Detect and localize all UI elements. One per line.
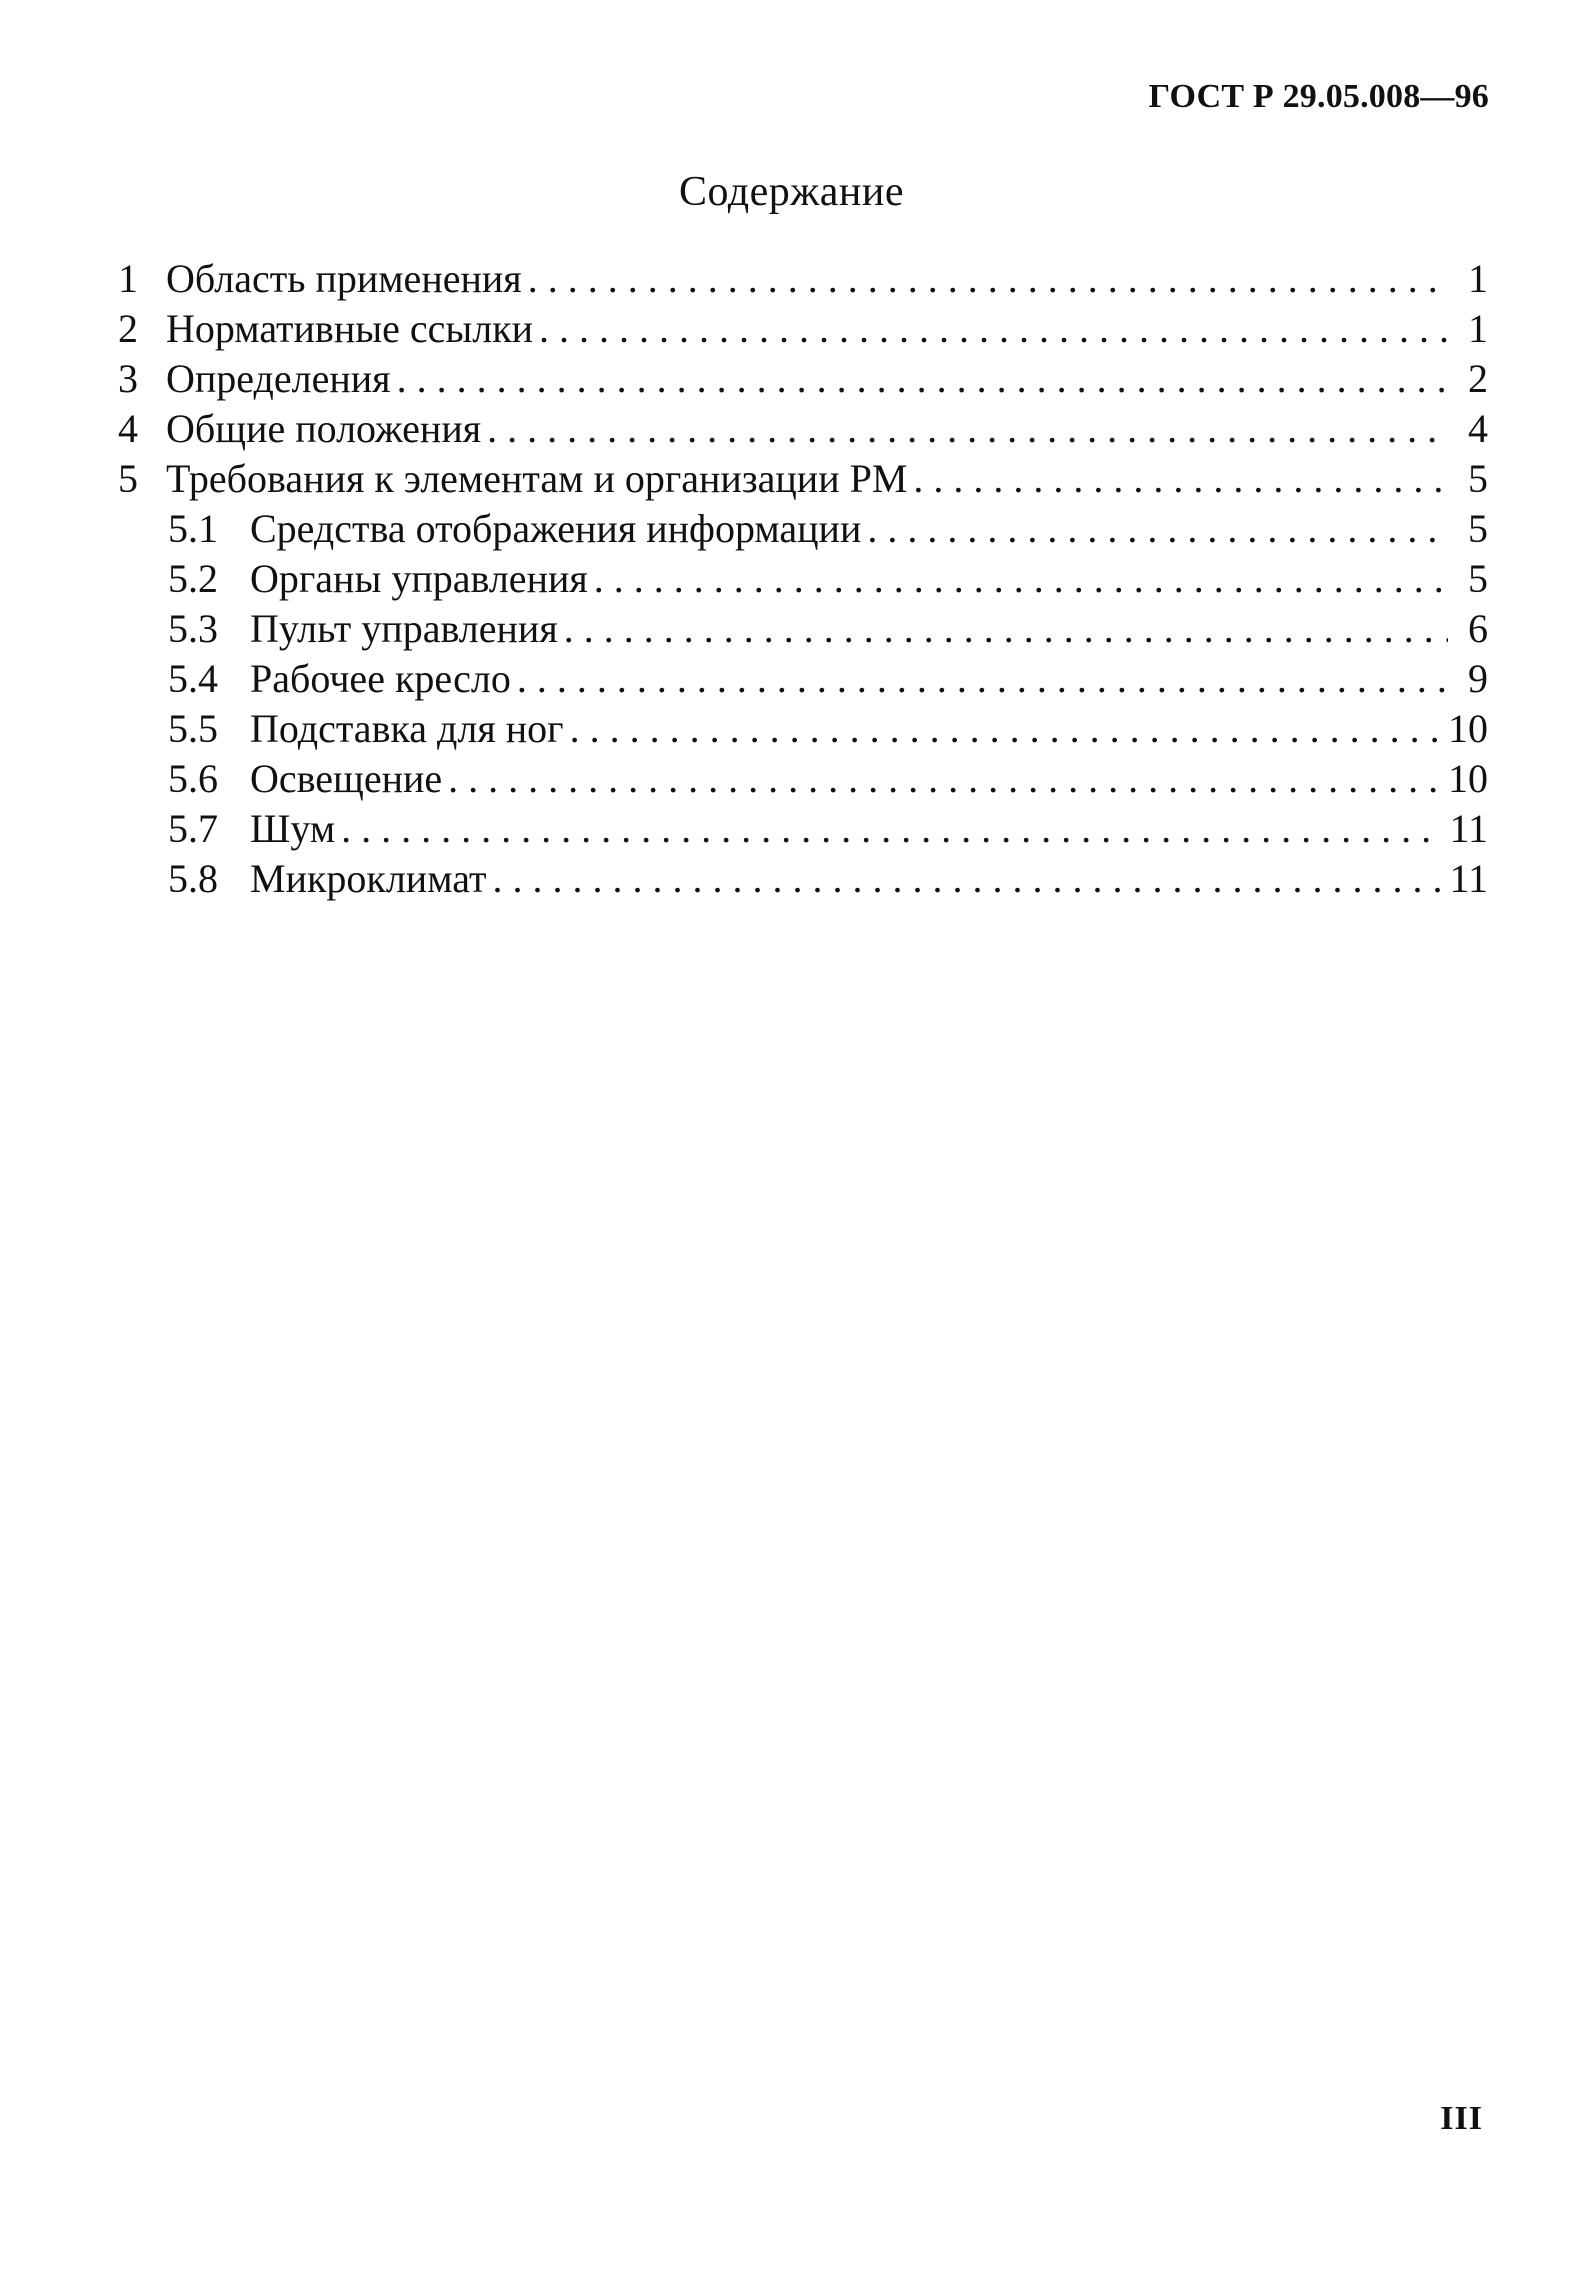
toc-entry-number: 1 bbox=[118, 256, 138, 301]
toc-dot-leader bbox=[867, 504, 1448, 554]
toc-subentry[interactable] bbox=[118, 604, 1488, 654]
toc-entry-page: 9 bbox=[1468, 656, 1488, 701]
toc-subentry[interactable] bbox=[118, 554, 1488, 604]
toc-entry-number: 5 bbox=[118, 456, 138, 501]
toc-entry-title: Определения bbox=[166, 356, 391, 401]
toc-dot-leader bbox=[487, 404, 1448, 454]
toc-entry-number: 5.7 bbox=[168, 806, 218, 851]
toc-entry-title: Шум bbox=[250, 806, 336, 851]
table-of-contents bbox=[118, 254, 1488, 904]
toc-entry-number: 5.1 bbox=[168, 506, 218, 551]
toc-entry[interactable] bbox=[118, 454, 1488, 504]
toc-dot-leader bbox=[594, 554, 1448, 604]
toc-entry-number: 5.8 bbox=[168, 856, 218, 901]
toc-entry-number: 5.6 bbox=[168, 756, 218, 801]
toc-dot-leader bbox=[341, 804, 1443, 854]
toc-subentry[interactable] bbox=[118, 854, 1488, 904]
toc-entry-number: 3 bbox=[118, 356, 138, 401]
toc-entry-page: 11 bbox=[1449, 806, 1488, 851]
toc-entry-page: 5 bbox=[1468, 456, 1488, 501]
toc-entry-page: 6 bbox=[1468, 606, 1488, 651]
toc-dot-leader bbox=[564, 604, 1448, 654]
toc-entry-number: 4 bbox=[118, 406, 138, 451]
toc-dot-leader bbox=[492, 854, 1443, 904]
toc-entry-page: 4 bbox=[1468, 406, 1488, 451]
toc-entry-page: 1 bbox=[1468, 306, 1488, 351]
toc-entry-number: 2 bbox=[118, 306, 138, 351]
toc-entry-page: 10 bbox=[1448, 706, 1488, 751]
toc-entry-number: 5.4 bbox=[168, 656, 218, 701]
toc-entry-title: Освещение bbox=[250, 756, 443, 801]
toc-subentry[interactable] bbox=[118, 754, 1488, 804]
toc-entry-page: 1 bbox=[1468, 256, 1488, 301]
toc-title: Содержание bbox=[678, 169, 905, 215]
toc-entry-page: 5 bbox=[1468, 556, 1488, 601]
toc-dot-leader bbox=[539, 304, 1448, 354]
toc-entry-number: 5.5 bbox=[168, 706, 218, 751]
toc-subentry[interactable] bbox=[118, 704, 1488, 754]
toc-dot-leader bbox=[448, 754, 1442, 804]
toc-entry[interactable] bbox=[118, 254, 1488, 304]
toc-dot-leader bbox=[397, 354, 1448, 404]
toc-entry-title: Средства отображения информации bbox=[250, 506, 862, 551]
toc-entry-title: Требования к элементам и организации РМ bbox=[166, 456, 908, 501]
toc-dot-leader bbox=[517, 654, 1448, 704]
toc-dot-leader bbox=[570, 704, 1442, 754]
toc-entry[interactable] bbox=[118, 404, 1488, 454]
toc-entry-title: Нормативные ссылки bbox=[166, 306, 534, 351]
document-code: ГОСТ Р 29.05.008—96 bbox=[1148, 78, 1489, 115]
toc-entry-number: 5.3 bbox=[168, 606, 218, 651]
toc-dot-leader bbox=[528, 254, 1448, 304]
toc-entry-title: Пульт управления bbox=[250, 606, 558, 651]
toc-entry-title: Подставка для ног bbox=[250, 706, 564, 751]
toc-entry[interactable] bbox=[118, 354, 1488, 404]
toc-entry-number: 5.2 bbox=[168, 556, 218, 601]
toc-entry-page: 5 bbox=[1468, 506, 1488, 551]
toc-entry-title: Органы управления bbox=[250, 556, 588, 601]
toc-entry-page: 10 bbox=[1448, 756, 1488, 801]
toc-subentry[interactable] bbox=[118, 504, 1488, 554]
toc-entry-title: Область применения bbox=[166, 256, 522, 301]
toc-entry-title: Микроклимат bbox=[250, 856, 487, 901]
toc-dot-leader bbox=[913, 454, 1448, 504]
toc-entry-page: 11 bbox=[1449, 856, 1488, 901]
toc-entry-title: Общие положения bbox=[166, 406, 482, 451]
toc-entry[interactable] bbox=[118, 304, 1488, 354]
toc-entry-page: 2 bbox=[1468, 356, 1488, 401]
page-number: III bbox=[1440, 2100, 1483, 2137]
toc-subentry[interactable] bbox=[118, 804, 1488, 854]
toc-subentry[interactable] bbox=[118, 654, 1488, 704]
toc-entry-title: Рабочее кресло bbox=[250, 656, 511, 701]
